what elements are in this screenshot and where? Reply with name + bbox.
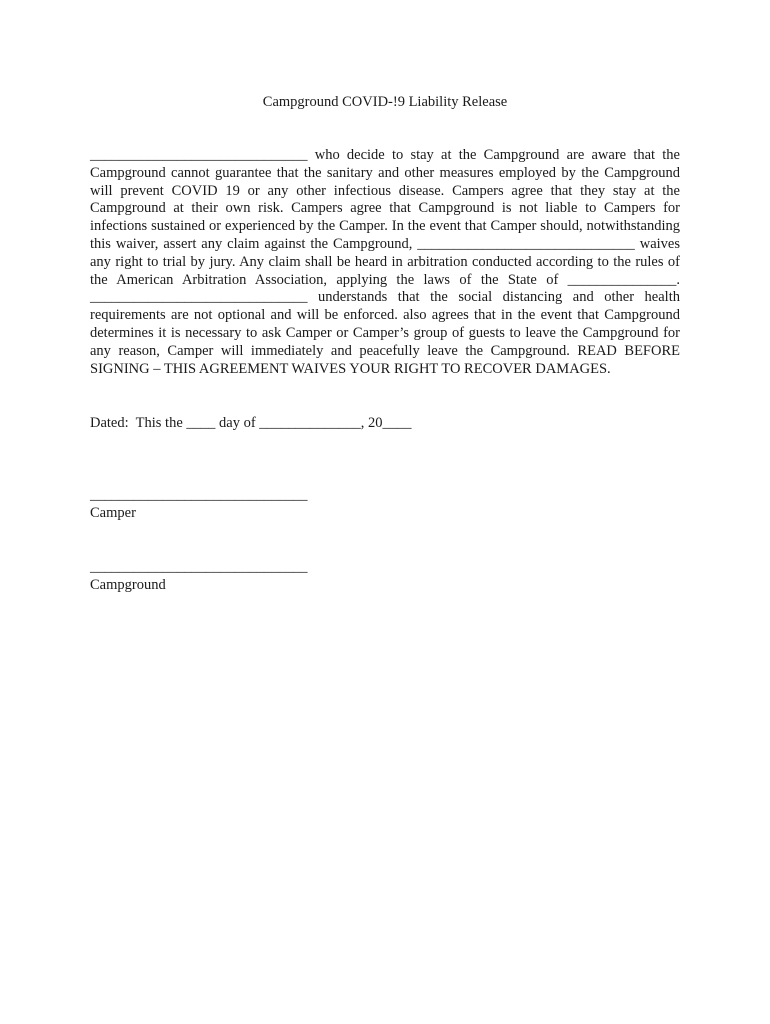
release-body-paragraph: ______________________________ who decide to stay at the Campground are aware that the Campground cannot guarantee that the sanitary and other measures employed by the Campground will prevent COVID 19 or any other infectious disease. Campers agree that they stay at the Campground at their own risk. Campers agree that Campground is not liable to Campers for infections sustained or experienced by the Camper. In the event that Camper should, notwithstanding this waiver, assert any claim against the Campground, ______________________________ waives any right to trial by jury. Any claim shall be heard in arbitration conducted according to the rules of the American Arbitration Association, applying the laws of the State of _______________. ______________________________ understands that the social distancing and other health requirements are not optional and will be enforced. also agrees that in the event that Campground determines it is necessary to ask Camper or Camper’s group of guests to leave the Campground for any reason, Camper will immediately and peacefully leave the Campground. READ BEFORE SIGNING – THIS AGREEMENT WAIVES YOUR RIGHT TO RECOVER DAMAGES. [90, 147, 680, 377]
document-title: Campground COVID-!9 Liability Release [262, 94, 508, 110]
camper-signature-label: Camper [90, 505, 136, 521]
campground-signature-label: Campground [90, 577, 166, 593]
campground-signature-line: ______________________________ [90, 559, 308, 575]
dated-line: Dated: This the ____ day of ______________, 20____ [90, 415, 412, 431]
camper-signature-line: ______________________________ [90, 487, 308, 503]
